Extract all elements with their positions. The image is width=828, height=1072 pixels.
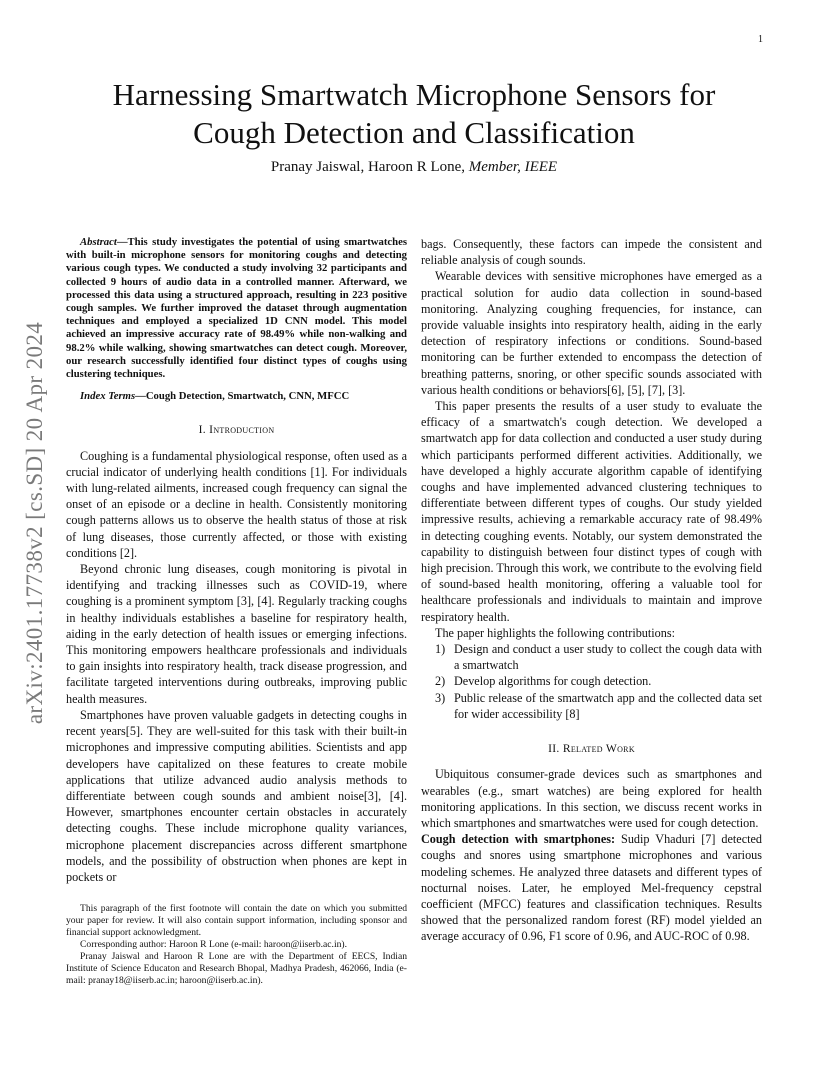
related-paragraph-2-body: Sudip Vhaduri [7] detected coughs and snores using smartphone microphones and various modeling schemes. He analyzed three datasets and different types of nocturnal noises. Later, he employed Mel-frequency cepstral coefficient (MFCC) features and classification techniques. Results showed that the personalized random forest (RF) model yielded an average accuracy of 0.96, F1 score of 0.96, and AUC-ROC of 0.98. bbox=[421, 832, 762, 944]
section-heading-related-work bbox=[421, 741, 762, 757]
paper-title bbox=[60, 76, 768, 152]
title-line-1: Harnessing Smartwatch Microphone Sensors for bbox=[112, 77, 716, 112]
related-paragraph-1: Ubiquitous consumer-grade devices such as smartphones and wearables (e.g., smart watches) are being explored for health monitoring applications. In this section, we discuss recent works in which smartphones and smartwatches were used for cough detection. bbox=[421, 767, 762, 830]
index-terms-body: —Cough Detection, Smartwatch, CNN, MFCC bbox=[135, 390, 350, 403]
intro-paragraph-2: Beyond chronic lung diseases, cough monitoring is pivotal in identifying and tracking illnesses such as COVID-19, where coughing is a prominent symptom [3], [4]. Regularly tracking coughs in healthy individuals establishes a baseline for respiratory health, aiding in the early detection of health issues or emerging infections. This monitoring empowers healthcare professionals and individuals to gain insights into respiratory health, track disease progression, and facilitate targeted interventions during outbreaks, improving public health measures. bbox=[66, 562, 407, 706]
continued-paragraph: bags. Consequently, these factors can impede the consistent and reliable analysis of cough sounds. bbox=[421, 237, 762, 268]
related-paragraph-2-head: Cough detection with smartphones: bbox=[421, 832, 616, 847]
footnote-3: Pranay Jaiswal and Haroon R Lone are with the Department of EECS, Indian Institute of Science Educaton and Research Bhopal, Madhya Pradesh, 462066, India (e-mail: pranay18@iiserb.ac.in; haroon@iiserb.ac.in). bbox=[66, 951, 407, 987]
contribution-item: 2) Develop algorithms for cough detection. bbox=[435, 674, 652, 689]
left-column bbox=[66, 236, 407, 987]
contribution-item: 3) Public release of the smartwatch app and the collected data set for wider accessibility [8] bbox=[435, 690, 762, 721]
abstract bbox=[66, 236, 407, 381]
section-number: I. bbox=[198, 423, 206, 437]
section-title: Related Work bbox=[562, 742, 635, 756]
intro-paragraph-3: Smartphones have proven valuable gadgets in detecting coughs in recent years[5]. They are well-suited for this task with their built-in microphones and impressive computing abilities. Scientists and app developers have capitalized on these features to create mobile applications that utilize advanced audio analysis methods to differentiate between cough sounds and ambient noise[3], [4]. However, smartphones encounter certain obstacles in accurately detecting coughs. These include microphone quality variances, microphone placement discrepancies across different smartphone models, and the possibility of obstruction when phones are kept in pockets or bbox=[66, 707, 407, 884]
paper-summary-paragraph: This paper presents the results of a user study to evaluate the efficacy of a smartwatch's cough detection. We developed a smartwatch app for data collection and conducted a user study during which participants performed different activities. Additionally, we have developed a highly accurate algorithm capable of identifying coughs and have implemented advanced clustering techniques to differentiate between different types of coughs. Our study yielded impressive results, achieving a remarkable accuracy rate of 98.49% in detecting coughing events. Notably, our system demonstrated the capability to distinguish between four distinct types of cough with high precision. Through this work, we contribute to the evolving field of sound-based health monitoring, offering a valuable tool for healthcare professionals and individuals to maintain and improve respiratory health. bbox=[421, 399, 762, 624]
section-title: Introduction bbox=[209, 423, 275, 437]
index-terms-label: Index Terms bbox=[80, 390, 136, 403]
page-number: 1 bbox=[758, 34, 763, 45]
intro-paragraph-1: Coughing is a fundamental physiological response, often used as a crucial indicator of underlying health conditions [1]. For individuals with lung-related ailments, increased cough frequency can signal the onset of an episode or a decline in health. Consistently monitoring cough patterns allows us to observe the health status of those at risk of lung diseases, those currently affected, or those with existing conditions [2]. bbox=[66, 448, 407, 560]
author-membership: Member, IEEE bbox=[468, 159, 558, 175]
arxiv-identifier bbox=[18, 288, 52, 758]
section-heading-introduction bbox=[66, 422, 407, 438]
related-paragraph-2 bbox=[421, 831, 762, 944]
section-number: II. bbox=[548, 742, 560, 756]
abstract-label: Abstract bbox=[80, 236, 117, 248]
wearables-paragraph: Wearable devices with sensitive microphones have emerged as a practical solution for audio data collection in sound-based monitoring. Analyzing coughing frequencies, for instance, can provide valuable insights into respiratory health, aiding in the early detection of respiratory infections or conditions. Sound-based monitoring can be further extended to encompass the detection of breathing patterns, snoring, or other specific sounds associated with various health conditions or behaviors[6], [5], [7], [3]. bbox=[421, 269, 762, 397]
right-column bbox=[421, 236, 762, 945]
footnotes bbox=[66, 903, 407, 987]
footnote-1: This paragraph of the first footnote will contain the date on which you submitted your paper for review. It will also contain support information, including sponsor and financial support acknowledgment. bbox=[66, 903, 407, 939]
contribution-item: 1) Design and conduct a user study to collect the cough data with a smartwatch bbox=[435, 642, 762, 673]
arxiv-identifier-text: arXiv:2401.17738v2 [cs.SD] 20 Apr 2024 bbox=[22, 321, 47, 725]
authors: Pranay Jaiswal, Haroon R Lone, bbox=[270, 159, 466, 175]
title-line-2: Cough Detection and Classification bbox=[193, 115, 635, 150]
author-line bbox=[60, 159, 768, 176]
index-terms bbox=[66, 390, 407, 403]
footnote-2: Corresponding author: Haroon R Lone (e-mail: haroon@iiserb.ac.in). bbox=[80, 939, 347, 951]
contributions-intro: The paper highlights the following contributions: bbox=[435, 625, 675, 640]
abstract-body: —This study investigates the potential of using smartwatches with built-in microphone sensors for monitoring coughs and detecting various cough types. We conducted a study involving 32 participants and collected 9 hours of audio data in a controlled manner. Afterward, we processed this data using a structured approach, resulting in 223 positive cough samples. We further improved the dataset through augmentation techniques and employed a specialized 1D CNN model. This model achieved an impressive accuracy rate of 98.49% while non-walking and 98.2% while walking, showing smartwatches can detect cough. Moreover, our research successfully identified four distinct types of coughs using clustering techniques. bbox=[66, 236, 407, 381]
contributions-list bbox=[421, 641, 762, 722]
